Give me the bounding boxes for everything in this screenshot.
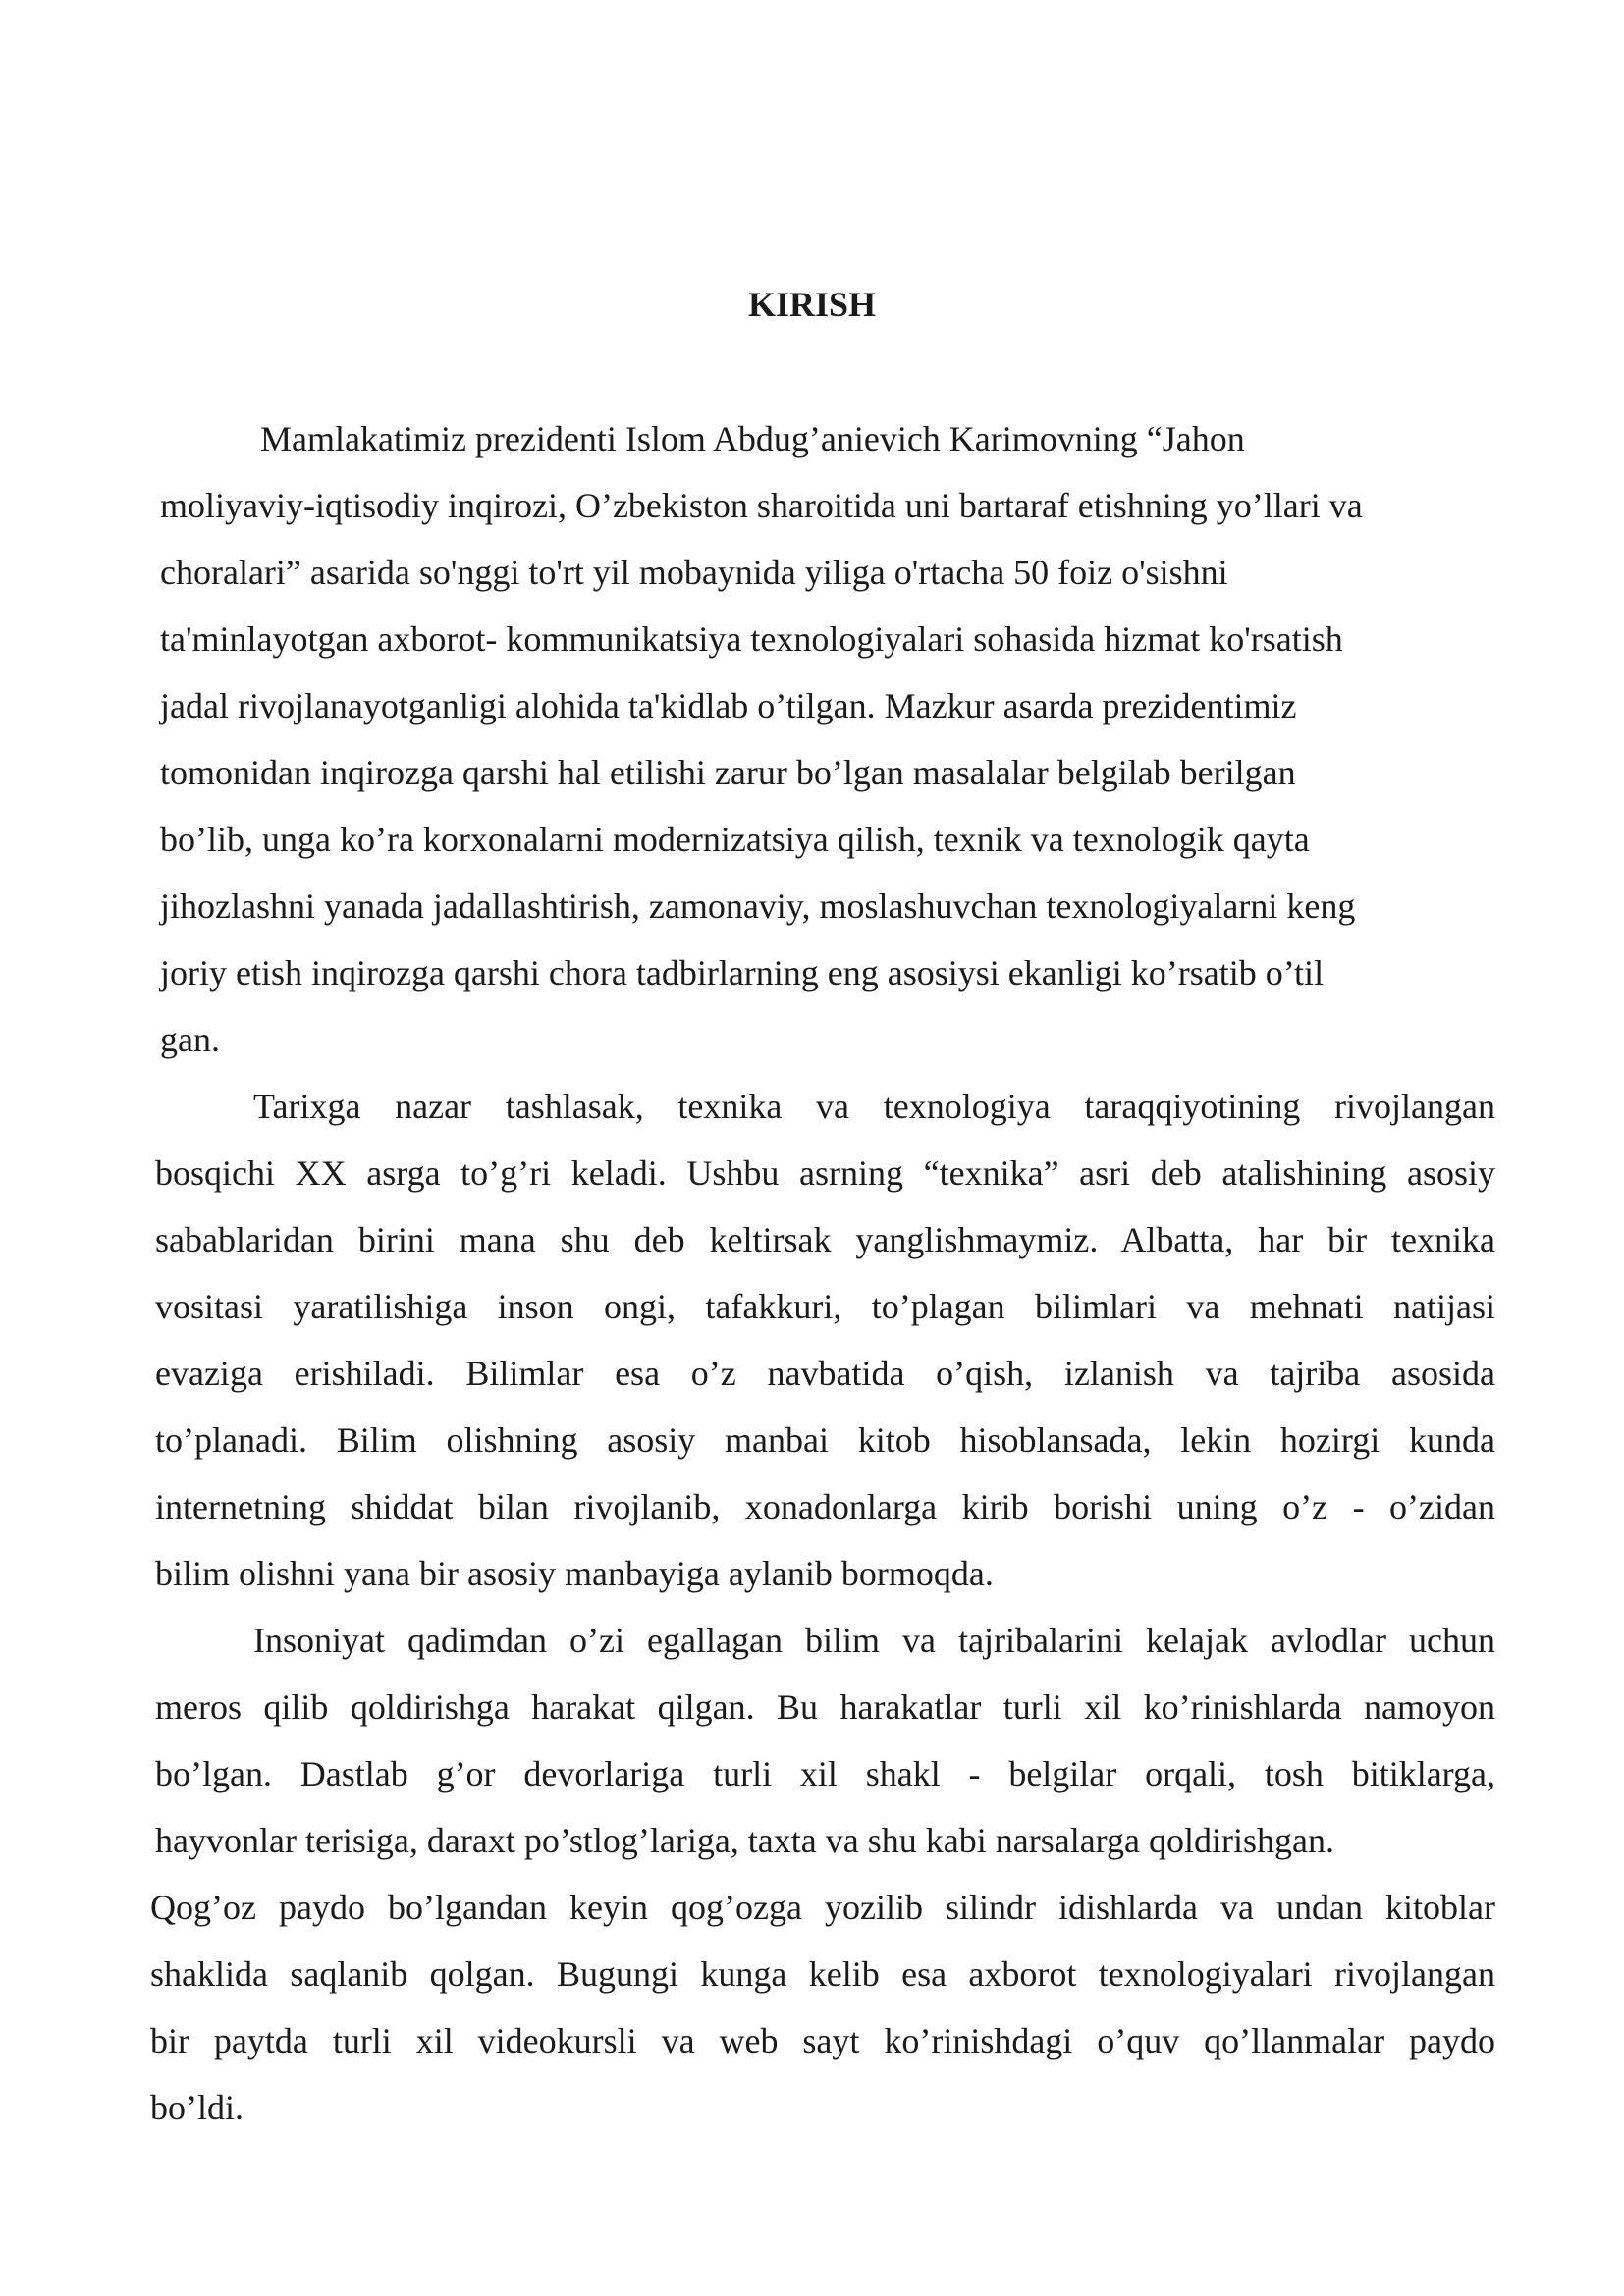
paragraph-line: moliyaviy-iqtisodiy inqirozi, O’zbekiston sharoitida uni bartaraf etishning yo’llari va — [160, 486, 1363, 525]
paragraph-line: Qog’oz paydo bo’lgandan keyin qog’ozga yozilib silindr idishlarda va undan kitoblar — [150, 1888, 1495, 1927]
paragraph-line: choralari” asarida so'nggi to'rt yil mobaynida yiliga o'rtacha 50 foiz o'sishni — [160, 553, 1228, 592]
paragraph-line: tomonidan inqirozga qarshi hal etilishi zarur bo’lgan masalalar belgilab berilgan — [160, 753, 1296, 792]
paragraph-line: bilim olishni yana bir asosiy manbayiga aylanib bormoqda. — [155, 1554, 994, 1593]
paragraph-line: internetning shiddat bilan rivojlanib, xonadonlarga kirib borishi uning o’z - o’zidan — [155, 1487, 1495, 1526]
paragraph-line: bo’ldi. — [150, 2088, 244, 2127]
paragraph-line: joriy etish inqirozga qarshi chora tadbirlarning eng asosiysi ekanligi ko’rsatib o’til — [160, 953, 1325, 992]
page-title: KIRISH — [747, 285, 877, 324]
paragraph-line: meros qilib qoldirishga harakat qilgan. Bu harakatlar turli xil ko’rinishlarda namoyon — [155, 1687, 1495, 1727]
paragraph-line: bosqichi XX asrga to’g’ri keladi. Ushbu asrning “texnika” asri deb atalishining asosiy — [155, 1153, 1495, 1193]
paragraph-line: bir paytda turli xil videokursli va web sayt ko’rinishdagi o’quv qo’llanmalar paydo — [150, 2021, 1495, 2060]
paragraph-line: to’planadi. Bilim olishning asosiy manbai kitob hisoblansada, lekin hozirgi kunda — [155, 1420, 1495, 1460]
paragraph-line: ta'minlayotgan axborot- kommunikatsiya texnologiyalari sohasida hizmat ko'rsatish — [160, 619, 1343, 659]
paragraph-line: jadal rivojlanayotganligi alohida ta'kidlab o’tilgan. Mazkur asarda prezidentimiz — [160, 686, 1297, 725]
paragraph-line: shaklida saqlanib qolgan. Bugungi kunga kelib esa axborot texnologiyalari rivojlangan — [150, 1954, 1495, 1994]
paragraph-line: hayvonlar terisiga, daraxt po’stlog’lariga, taxta va shu kabi narsalarga qoldirishgan. — [155, 1821, 1334, 1860]
paragraph-line: sabablaridan birini mana shu deb keltirsak yanglishmaymiz. Albatta, har bir texnika — [155, 1220, 1495, 1259]
paragraph-line: evaziga erishiladi. Bilimlar esa o’z navbatida o’qish, izlanish va tajriba asosida — [155, 1354, 1495, 1393]
paragraph-line: Insoniyat qadimdan o’zi egallagan bilim va tajribalarini kelajak avlodlar uchun — [253, 1621, 1495, 1660]
paragraph-line: Mamlakatimiz prezidenti Islom Abdug’anievich Karimovning “Jahon — [260, 419, 1245, 458]
paragraph-line: vositasi yaratilishiga inson ongi, tafakkuri, to’plagan bilimlari va mehnati natijasi — [155, 1287, 1495, 1326]
paragraph-line: bo’lib, unga ko’ra korxonalarni modernizatsiya qilish, texnik va texnologik qayta — [160, 820, 1310, 859]
paragraph-line: bo’lgan. Dastlab g’or devorlariga turli xil shakl - belgilar orqali, tosh bitiklarga, — [155, 1754, 1495, 1793]
paragraph-line: gan. — [160, 1020, 220, 1059]
paragraph-line: Tarixga nazar tashlasak, texnika va texnologiya taraqqiyotining rivojlangan — [253, 1087, 1495, 1126]
paragraph-line: jihozlashni yanada jadallashtirish, zamonaviy, moslashuvchan texnologiyalarni keng — [160, 886, 1356, 926]
